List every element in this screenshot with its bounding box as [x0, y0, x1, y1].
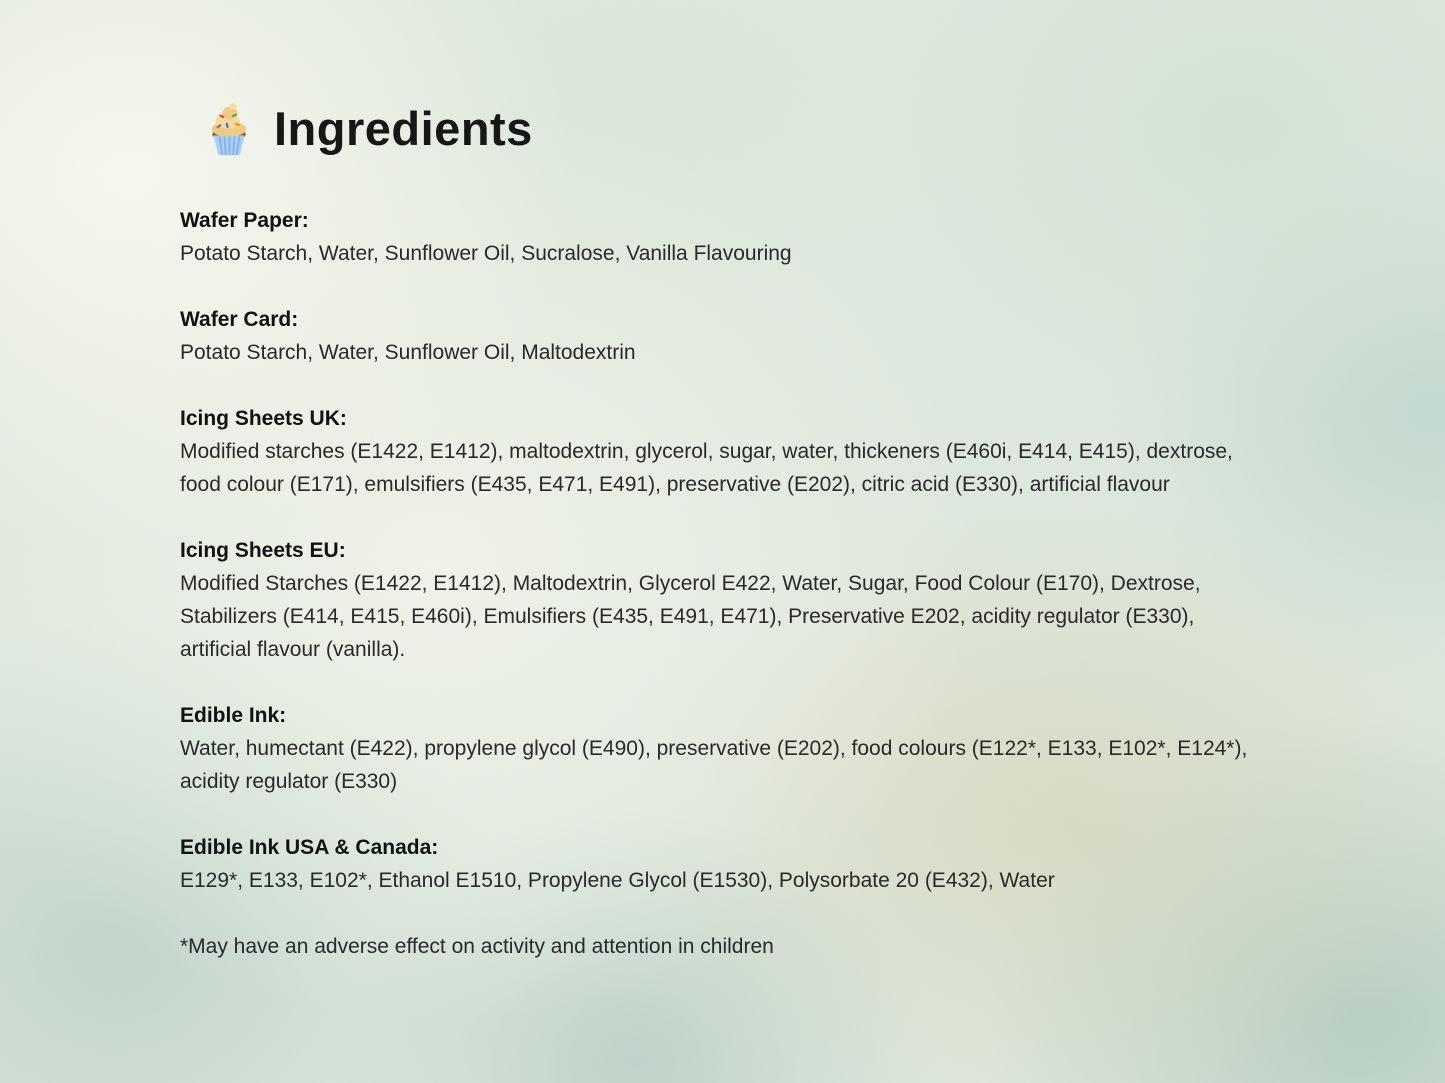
- page-title: [200, 100, 1270, 158]
- cupcake-icon: [200, 100, 258, 158]
- section-heading: Edible Ink:: [180, 704, 287, 727]
- section-heading: Icing Sheets UK:: [180, 407, 347, 430]
- section-edible-ink-usa-canada: [180, 831, 1270, 897]
- section-icing-sheets-uk: [180, 402, 1270, 501]
- section-body: Water, humectant (E422), propylene glycol (E490), preservative (E202), food colours (E122*, E133, E102*, E124*), acidity regulator (E330): [180, 737, 1248, 793]
- section-heading: Wafer Paper:: [180, 209, 309, 232]
- section-wafer-paper: [180, 204, 1270, 270]
- section-body: E129*, E133, E102*, Ethanol E1510, Propylene Glycol (E1530), Polysorbate 20 (E432), Water: [180, 869, 1055, 892]
- section-edible-ink: [180, 699, 1270, 798]
- section-body: Modified starches (E1422, E1412), maltodextrin, glycerol, sugar, water, thickeners (E460i, E414, E415), dextrose, food colour (E171), emulsifiers (E435, E471, E491), preservative (E202), citric acid (E330), artificial flavour: [180, 440, 1233, 496]
- section-heading: Icing Sheets EU:: [180, 539, 346, 562]
- section-body: Modified Starches (E1422, E1412), Maltodextrin, Glycerol E422, Water, Sugar, Food Colour (E170), Dextrose, Stabilizers (E414, E415, E460i), Emulsifiers (E435, E491, E471), Preservative E202, acidity regulator (E330), artificial flavour (vanilla).: [180, 572, 1201, 661]
- section-icing-sheets-eu: [180, 534, 1270, 666]
- section-wafer-card: [180, 303, 1270, 369]
- page-title-text: Ingredients: [274, 102, 533, 156]
- section-body: Potato Starch, Water, Sunflower Oil, Maltodextrin: [180, 341, 636, 364]
- section-heading: Wafer Card:: [180, 308, 299, 331]
- section-heading: Edible Ink USA & Canada:: [180, 836, 439, 859]
- ingredients-content: [180, 100, 1270, 963]
- section-body: Potato Starch, Water, Sunflower Oil, Sucralose, Vanilla Flavouring: [180, 242, 792, 265]
- allergy-footnote: *May have an adverse effect on activity and attention in children: [180, 935, 774, 958]
